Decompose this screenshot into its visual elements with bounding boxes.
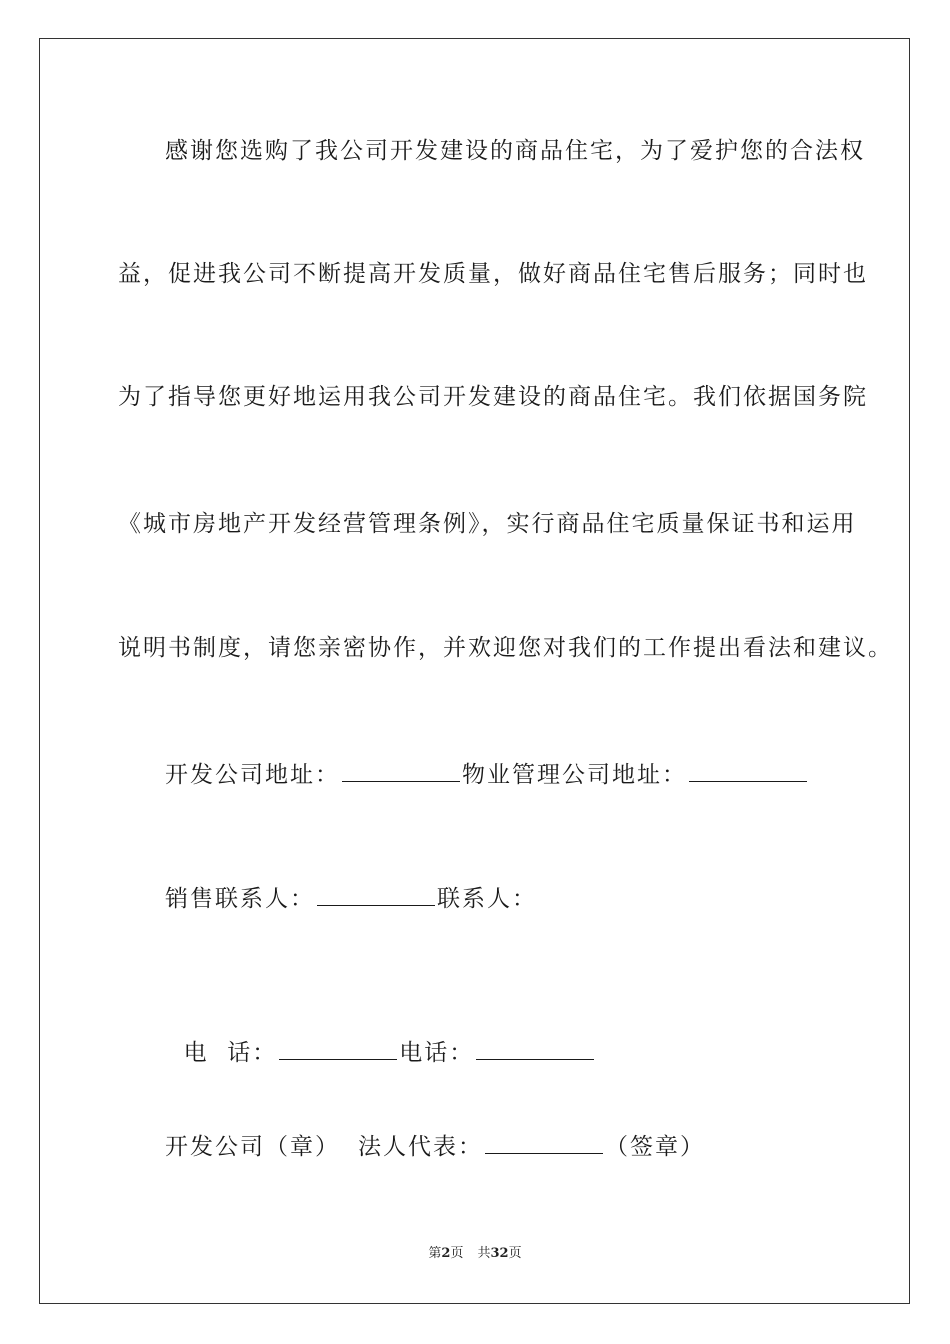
- dev-address-label: 开发公司地址：: [165, 762, 340, 788]
- address-row: [165, 760, 885, 790]
- sales-contact-blank[interactable]: [317, 904, 435, 906]
- company-seal-label: 开发公司（章）: [165, 1134, 340, 1160]
- phone-blank-2[interactable]: [476, 1058, 594, 1060]
- phone-label-2: 电话：: [399, 1040, 475, 1066]
- legal-rep-label: 法人代表：: [358, 1134, 483, 1160]
- property-address-blank[interactable]: [689, 780, 807, 782]
- paragraph-line-5: 说明书制度，请您亲密协作，并欢迎您对我们的工作提出看法和建议。: [118, 635, 893, 661]
- page-suffix: 页: [450, 1246, 464, 1261]
- page-footer: [0, 1245, 950, 1263]
- phone-blank-1[interactable]: [279, 1058, 397, 1060]
- paragraph-line-3: 为了指导您更好地运用我公司开发建设的商品住宅。我们依据国务院: [118, 384, 868, 410]
- total-pages: 32: [490, 1246, 509, 1261]
- contact-label: 联系人：: [437, 886, 537, 912]
- paragraph-line-4: 《城市房地产开发经营管理条例》，实行商品住宅质量保证书和运用: [118, 511, 857, 537]
- signature-label: （签章）: [605, 1134, 705, 1160]
- phone-row: [165, 1008, 885, 1068]
- paragraph-line-1: 感谢您选购了我公司开发建设的商品住宅，为了爱护您的合法权: [165, 138, 865, 164]
- total-prefix: 共: [477, 1246, 491, 1261]
- phone-label-1: 电 话：: [183, 1040, 278, 1066]
- total-suffix: 页: [508, 1246, 522, 1261]
- dev-address-blank[interactable]: [342, 780, 460, 782]
- sales-contact-label: 销售联系人：: [165, 886, 315, 912]
- paragraph-line-2: 益，促进我公司不断提高开发质量，做好商品住宅售后服务；同时也: [118, 261, 868, 287]
- page-prefix: 第: [428, 1246, 442, 1261]
- seal-row: [165, 1132, 885, 1162]
- contact-row: [165, 884, 885, 914]
- page-frame: [39, 38, 910, 1304]
- property-address-label: 物业管理公司地址：: [462, 762, 687, 788]
- legal-rep-blank[interactable]: [485, 1152, 603, 1154]
- page-number: 2: [441, 1246, 451, 1261]
